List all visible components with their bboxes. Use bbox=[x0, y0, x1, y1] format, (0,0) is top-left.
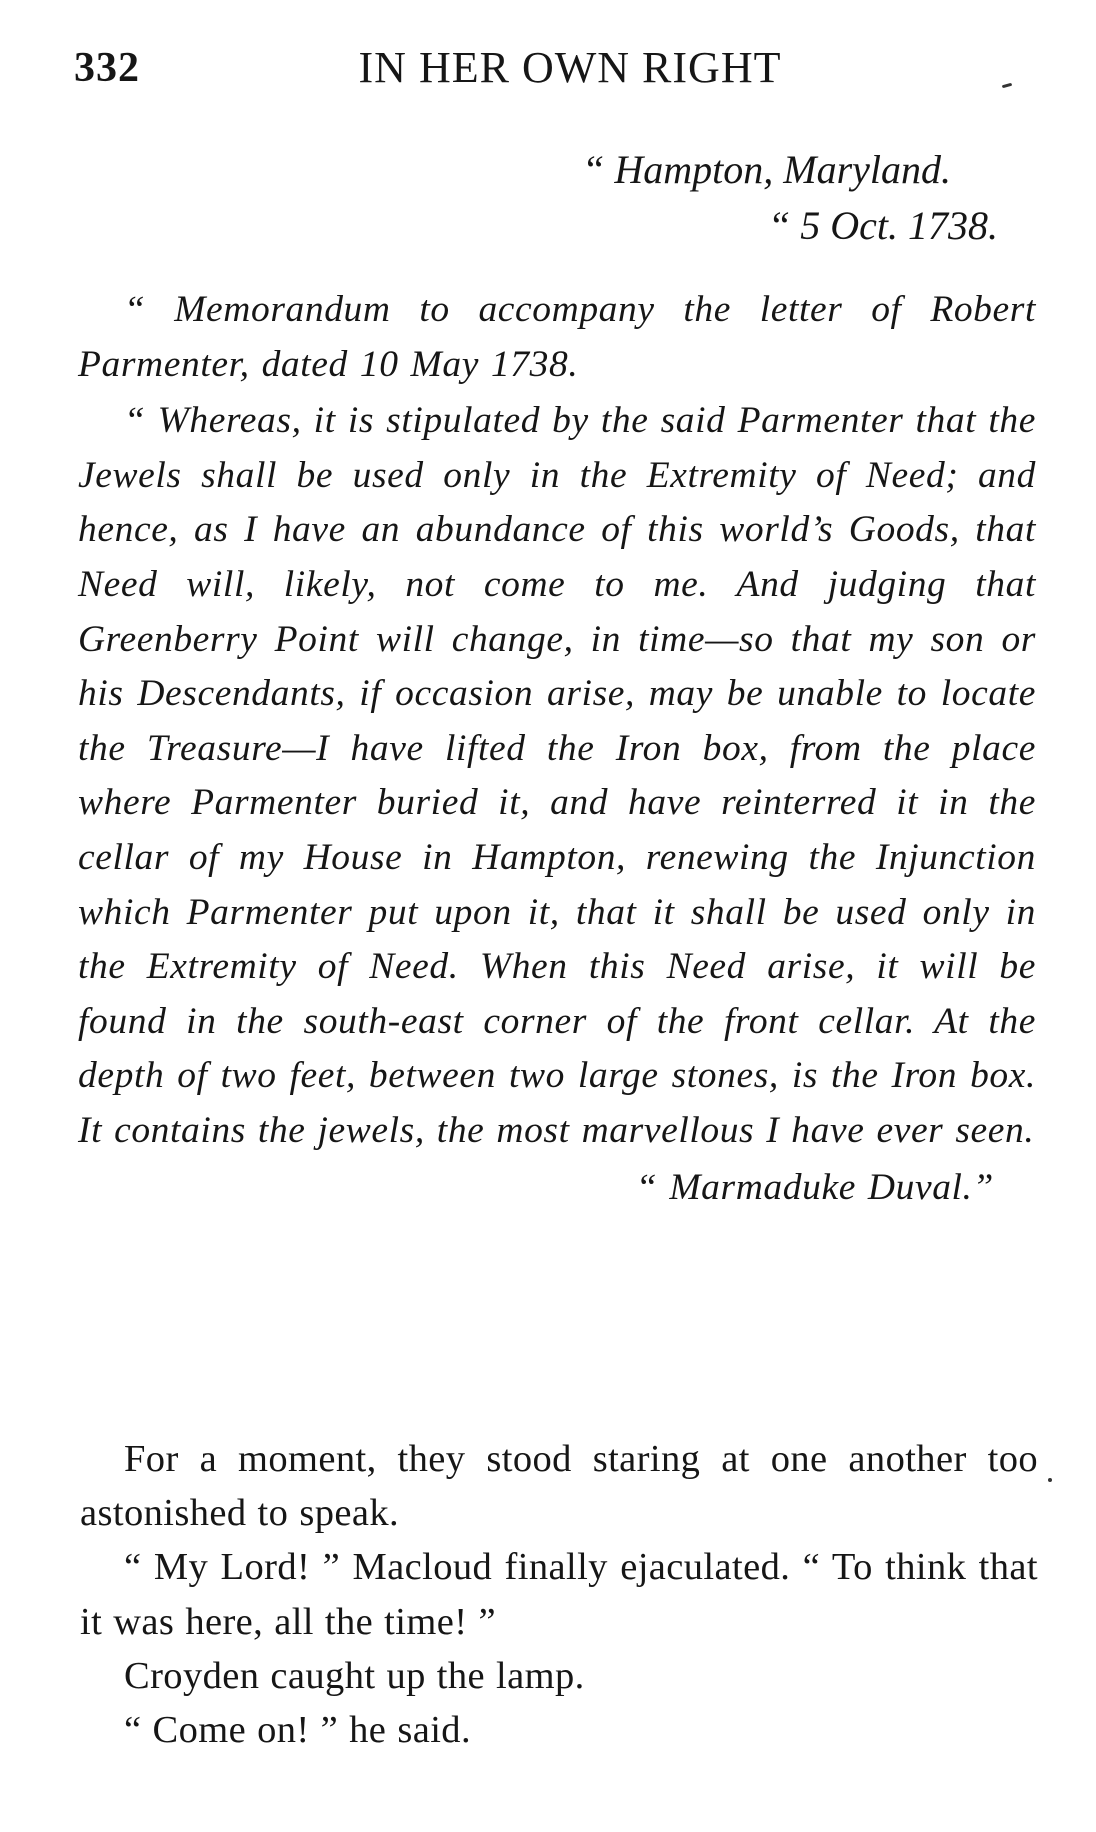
print-speck bbox=[1002, 83, 1012, 88]
print-speck bbox=[1048, 1478, 1052, 1482]
running-title: IN HER OWN RIGHT bbox=[358, 43, 782, 92]
narrative-paragraph: Croyden caught up the lamp. bbox=[124, 1654, 585, 1697]
letter-dateline-place: “ Hampton, Maryland. bbox=[582, 147, 951, 192]
memorandum-text bbox=[78, 283, 1036, 1215]
memo-paragraph: “ Memorandum to accompany the letter of Robert Parmenter, dated 10 May 1738. bbox=[78, 289, 1036, 385]
page-number: 332 bbox=[74, 45, 140, 91]
narrative-text bbox=[80, 1432, 1038, 1757]
narrative-paragraph: “ Come on! ” he said. bbox=[124, 1709, 471, 1752]
memo-signature: “ Marmaduke Duval.” bbox=[635, 1166, 994, 1208]
letter-dateline-date: “ 5 Oct. 1738. bbox=[768, 203, 998, 248]
narrative-paragraph: “ My Lord! ” Macloud finally ejaculated. “ To think that it was here, all the time! ” bbox=[80, 1546, 1038, 1643]
memo-paragraph: “ Whereas, it is stipulated by the said Parmenter that the Jewels shall be used only in the Extremity of Need; and hence, as I have an abundance of this world’s Goods, that Need will, likely, not come to me. And judging that Greenberry Point will change, in time—so that my son or his Descendants, if occasion arise, may be unable to locate the Treasure—I have lifted the Iron box, from the place where Parmenter buried it, and have reinterred it in the cellar of my House in Hampton, renewing the Injunction which Parmenter put upon it, that it shall be used only in the Extremity of Need. When this Need arise, it will be found in the south-east corner of the front cellar. At the depth of two feet, between two large stones, is the Iron box. It contains the jewels, the most marvellous I have ever seen. bbox=[78, 400, 1036, 1151]
narrative-paragraph: For a moment, they stood staring at one another too astonished to speak. bbox=[80, 1438, 1038, 1535]
